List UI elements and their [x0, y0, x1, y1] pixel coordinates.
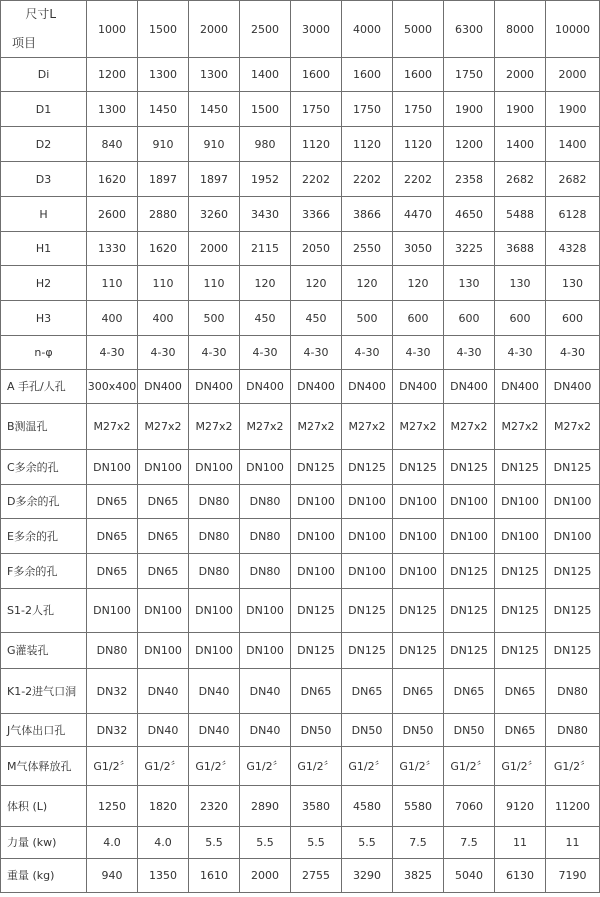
spec-value-cell: DN100 [546, 519, 600, 554]
row-label: K1-2进气口洞 [1, 669, 87, 714]
spec-value-cell: 7190 [546, 859, 600, 893]
spec-value-cell: 3225 [444, 232, 495, 266]
spec-value-cell: DN125 [546, 633, 600, 669]
spec-value-cell: 1200 [444, 127, 495, 162]
spec-value-cell: 1897 [138, 162, 189, 197]
spec-value-cell: G1/2〞 [87, 747, 138, 786]
spec-value-cell: 400 [138, 301, 189, 336]
corner-item-label: 项目 [12, 36, 37, 50]
spec-value-cell: 1200 [87, 58, 138, 92]
spec-value-cell: 5.5 [189, 827, 240, 859]
spec-value-cell: DN80 [87, 633, 138, 669]
spec-value-cell: 2202 [291, 162, 342, 197]
spec-value-cell: 2000 [546, 58, 600, 92]
spec-value-cell: DN65 [87, 485, 138, 519]
row-label: H3 [1, 301, 87, 336]
spec-value-cell: 3688 [495, 232, 546, 266]
spec-value-cell: 2115 [240, 232, 291, 266]
size-header: 8000 [495, 1, 546, 58]
spec-value-cell: 11 [546, 827, 600, 859]
spec-value-cell: DN65 [138, 485, 189, 519]
spec-value-cell: DN100 [342, 519, 393, 554]
spec-value-cell: DN100 [393, 519, 444, 554]
spec-value-cell: DN100 [138, 589, 189, 633]
row-label: 体积 (L) [1, 786, 87, 827]
spec-row [1, 519, 600, 554]
spec-value-cell: M27x2 [546, 404, 600, 450]
spec-value-cell: DN80 [189, 485, 240, 519]
spec-value-cell: DN400 [444, 370, 495, 404]
spec-value-cell: 5580 [393, 786, 444, 827]
spec-value-cell: DN65 [87, 519, 138, 554]
spec-row [1, 859, 600, 893]
spec-value-cell: 130 [444, 266, 495, 301]
row-label: M气体释放孔 [1, 747, 87, 786]
spec-value-cell: 1300 [87, 92, 138, 127]
row-label: H [1, 197, 87, 232]
row-label: C多余的孔 [1, 450, 87, 485]
spec-value-cell: 2202 [342, 162, 393, 197]
spec-value-cell: DN40 [138, 669, 189, 714]
spec-value-cell: 3866 [342, 197, 393, 232]
spec-row [1, 232, 600, 266]
spec-value-cell: DN100 [87, 450, 138, 485]
spec-value-cell: DN125 [291, 450, 342, 485]
spec-row [1, 485, 600, 519]
spec-value-cell: 4-30 [87, 336, 138, 370]
size-header: 2500 [240, 1, 291, 58]
spec-value-cell: 600 [546, 301, 600, 336]
spec-value-cell: 1900 [444, 92, 495, 127]
spec-row [1, 747, 600, 786]
size-header: 6300 [444, 1, 495, 58]
row-label: S1-2人孔 [1, 589, 87, 633]
spec-value-cell: DN125 [495, 589, 546, 633]
spec-value-cell: 6128 [546, 197, 600, 232]
spec-value-cell: M27x2 [240, 404, 291, 450]
spec-value-cell: 1350 [138, 859, 189, 893]
spec-value-cell: DN125 [342, 589, 393, 633]
spec-value-cell: 1610 [189, 859, 240, 893]
spec-value-cell: DN32 [87, 669, 138, 714]
spec-value-cell: 4470 [393, 197, 444, 232]
spec-value-cell: DN100 [138, 633, 189, 669]
spec-value-cell: DN65 [393, 669, 444, 714]
spec-value-cell: 2682 [495, 162, 546, 197]
spec-value-cell: DN100 [495, 485, 546, 519]
spec-value-cell: DN50 [291, 714, 342, 747]
row-label: 力量 (kw) [1, 827, 87, 859]
spec-value-cell: DN125 [495, 554, 546, 589]
spec-value-cell: 1620 [138, 232, 189, 266]
spec-value-cell: 2320 [189, 786, 240, 827]
spec-value-cell: DN65 [342, 669, 393, 714]
spec-value-cell: DN100 [138, 450, 189, 485]
spec-value-cell: 500 [342, 301, 393, 336]
spec-value-cell: 7.5 [393, 827, 444, 859]
spec-value-cell: 3366 [291, 197, 342, 232]
spec-value-cell: 2000 [495, 58, 546, 92]
spec-value-cell: 4-30 [444, 336, 495, 370]
spec-value-cell: 11200 [546, 786, 600, 827]
spec-value-cell: DN40 [189, 669, 240, 714]
spec-value-cell: M27x2 [444, 404, 495, 450]
spec-value-cell: DN100 [291, 485, 342, 519]
spec-row [1, 404, 600, 450]
spec-value-cell: DN65 [444, 669, 495, 714]
spec-value-cell: DN100 [291, 554, 342, 589]
row-label: H2 [1, 266, 87, 301]
spec-row [1, 162, 600, 197]
spec-value-cell: 120 [393, 266, 444, 301]
spec-value-cell: DN400 [495, 370, 546, 404]
spec-value-cell: DN50 [444, 714, 495, 747]
spec-value-cell: 1250 [87, 786, 138, 827]
spec-value-cell: 1820 [138, 786, 189, 827]
spec-value-cell: 1120 [291, 127, 342, 162]
spec-value-cell: 2000 [240, 859, 291, 893]
spec-value-cell: 7060 [444, 786, 495, 827]
spec-value-cell: M27x2 [291, 404, 342, 450]
size-header: 2000 [189, 1, 240, 58]
spec-value-cell: 400 [87, 301, 138, 336]
spec-value-cell: 2050 [291, 232, 342, 266]
spec-value-cell: DN125 [495, 633, 546, 669]
spec-value-cell: DN400 [291, 370, 342, 404]
spec-value-cell: G1/2〞 [495, 747, 546, 786]
spec-value-cell: 4.0 [87, 827, 138, 859]
spec-value-cell: M27x2 [342, 404, 393, 450]
spec-value-cell: DN100 [291, 519, 342, 554]
row-label: Di [1, 58, 87, 92]
spec-value-cell: DN125 [444, 450, 495, 485]
spec-value-cell: DN100 [240, 589, 291, 633]
spec-value-cell: G1/2〞 [138, 747, 189, 786]
spec-value-cell: DN40 [240, 714, 291, 747]
spec-value-cell: 130 [495, 266, 546, 301]
spec-value-cell: DN65 [291, 669, 342, 714]
spec-row [1, 633, 600, 669]
spec-value-cell: 1400 [495, 127, 546, 162]
spec-value-cell: 4-30 [342, 336, 393, 370]
spec-value-cell: 5040 [444, 859, 495, 893]
spec-value-cell: DN100 [189, 450, 240, 485]
spec-value-cell: DN100 [495, 519, 546, 554]
spec-value-cell: DN65 [138, 554, 189, 589]
spec-value-cell: DN80 [240, 554, 291, 589]
corner-size-label: 尺寸L [25, 7, 56, 21]
spec-value-cell: 2600 [87, 197, 138, 232]
spec-value-cell: 1450 [189, 92, 240, 127]
spec-row [1, 197, 600, 232]
spec-value-cell: 4-30 [240, 336, 291, 370]
spec-value-cell: 4580 [342, 786, 393, 827]
spec-value-cell: DN400 [546, 370, 600, 404]
spec-value-cell: DN400 [342, 370, 393, 404]
spec-value-cell: 110 [189, 266, 240, 301]
spec-value-cell: DN100 [342, 485, 393, 519]
spec-value-cell: 2358 [444, 162, 495, 197]
spec-value-cell: DN100 [87, 589, 138, 633]
spec-value-cell: DN125 [444, 633, 495, 669]
size-header: 1000 [87, 1, 138, 58]
spec-value-cell: 4-30 [546, 336, 600, 370]
spec-value-cell: 3260 [189, 197, 240, 232]
spec-value-cell: 1900 [495, 92, 546, 127]
spec-value-cell: M27x2 [495, 404, 546, 450]
spec-value-cell: 1120 [342, 127, 393, 162]
size-header: 4000 [342, 1, 393, 58]
spec-value-cell: DN125 [342, 450, 393, 485]
spec-value-cell: 3580 [291, 786, 342, 827]
spec-value-cell: 2682 [546, 162, 600, 197]
spec-value-cell: 1600 [342, 58, 393, 92]
spec-value-cell: 300x400 [87, 370, 138, 404]
spec-value-cell: DN100 [240, 450, 291, 485]
spec-value-cell: 7.5 [444, 827, 495, 859]
spec-value-cell: DN125 [342, 633, 393, 669]
row-label: D2 [1, 127, 87, 162]
spec-value-cell: DN125 [393, 450, 444, 485]
spec-value-cell: 1330 [87, 232, 138, 266]
spec-value-cell: DN80 [546, 714, 600, 747]
spec-value-cell: 110 [87, 266, 138, 301]
size-header: 5000 [393, 1, 444, 58]
spec-row [1, 266, 600, 301]
spec-value-cell: DN100 [342, 554, 393, 589]
spec-row [1, 336, 600, 370]
spec-value-cell: DN80 [240, 519, 291, 554]
spec-value-cell: 120 [240, 266, 291, 301]
spec-value-cell: 4-30 [138, 336, 189, 370]
spec-value-cell: 1600 [393, 58, 444, 92]
spec-value-cell: G1/2〞 [546, 747, 600, 786]
row-label: n-φ [1, 336, 87, 370]
spec-value-cell: DN100 [393, 485, 444, 519]
spec-value-cell: 120 [342, 266, 393, 301]
spec-value-cell: M27x2 [87, 404, 138, 450]
row-label: E多余的孔 [1, 519, 87, 554]
spec-value-cell: G1/2〞 [393, 747, 444, 786]
spec-value-cell: DN125 [546, 450, 600, 485]
spec-value-cell: 1750 [444, 58, 495, 92]
spec-value-cell: DN100 [189, 589, 240, 633]
spec-value-cell: 1750 [342, 92, 393, 127]
spec-value-cell: 5.5 [240, 827, 291, 859]
spec-value-cell: DN65 [138, 519, 189, 554]
row-label: A 手孔/人孔 [1, 370, 87, 404]
spec-value-cell: DN100 [189, 633, 240, 669]
spec-value-cell: 1120 [393, 127, 444, 162]
spec-value-cell: 4650 [444, 197, 495, 232]
spec-value-cell: 910 [138, 127, 189, 162]
spec-value-cell: 1897 [189, 162, 240, 197]
spec-value-cell: 1400 [240, 58, 291, 92]
spec-value-cell: 1952 [240, 162, 291, 197]
spec-value-cell: 11 [495, 827, 546, 859]
spec-value-cell: M27x2 [138, 404, 189, 450]
spec-value-cell: 840 [87, 127, 138, 162]
row-label: B测温孔 [1, 404, 87, 450]
spec-value-cell: 4.0 [138, 827, 189, 859]
row-label: D1 [1, 92, 87, 127]
row-label: J气体出口孔 [1, 714, 87, 747]
spec-value-cell: G1/2〞 [291, 747, 342, 786]
spec-value-cell: 2755 [291, 859, 342, 893]
spec-value-cell: 600 [393, 301, 444, 336]
spec-value-cell: DN400 [189, 370, 240, 404]
spec-value-cell: 5.5 [342, 827, 393, 859]
size-header: 10000 [546, 1, 600, 58]
spec-value-cell: 5488 [495, 197, 546, 232]
spec-value-cell: DN65 [87, 554, 138, 589]
spec-value-cell: 450 [240, 301, 291, 336]
spec-row [1, 301, 600, 336]
spec-value-cell: G1/2〞 [189, 747, 240, 786]
spec-value-cell: 450 [291, 301, 342, 336]
spec-value-cell: 2000 [189, 232, 240, 266]
spec-value-cell: 1600 [291, 58, 342, 92]
spec-value-cell: DN80 [240, 485, 291, 519]
spec-row [1, 589, 600, 633]
spec-value-cell: 4-30 [393, 336, 444, 370]
spec-value-cell: 120 [291, 266, 342, 301]
spec-value-cell: 500 [189, 301, 240, 336]
spec-value-cell: DN125 [546, 589, 600, 633]
spec-value-cell: DN100 [546, 485, 600, 519]
spec-value-cell: DN100 [240, 633, 291, 669]
spec-value-cell: 4328 [546, 232, 600, 266]
spec-value-cell: DN100 [444, 485, 495, 519]
spec-value-cell: G1/2〞 [342, 747, 393, 786]
corner-header-cell [1, 1, 87, 58]
row-label: D多余的孔 [1, 485, 87, 519]
spec-value-cell: M27x2 [393, 404, 444, 450]
spec-row [1, 714, 600, 747]
spec-value-cell: DN125 [495, 450, 546, 485]
size-header: 1500 [138, 1, 189, 58]
spec-value-cell: 3825 [393, 859, 444, 893]
spec-value-cell: 940 [87, 859, 138, 893]
spec-value-cell: DN80 [189, 554, 240, 589]
spec-value-cell: DN40 [138, 714, 189, 747]
row-label: 重量 (kg) [1, 859, 87, 893]
spec-value-cell: 1450 [138, 92, 189, 127]
spec-value-cell: 1300 [138, 58, 189, 92]
spec-value-cell: DN40 [240, 669, 291, 714]
spec-row [1, 58, 600, 92]
spec-value-cell: 9120 [495, 786, 546, 827]
spec-row [1, 370, 600, 404]
spec-row [1, 92, 600, 127]
spec-value-cell: 2880 [138, 197, 189, 232]
spec-value-cell: 910 [189, 127, 240, 162]
spec-value-cell: 130 [546, 266, 600, 301]
spec-value-cell: 3430 [240, 197, 291, 232]
spec-value-cell: 2890 [240, 786, 291, 827]
spec-value-cell: DN400 [138, 370, 189, 404]
spec-value-cell: 1750 [393, 92, 444, 127]
spec-value-cell: 980 [240, 127, 291, 162]
spec-value-cell: 600 [444, 301, 495, 336]
spec-value-cell: DN125 [444, 554, 495, 589]
spec-value-cell: 4-30 [189, 336, 240, 370]
spec-row [1, 669, 600, 714]
spec-value-cell: DN50 [342, 714, 393, 747]
row-label: H1 [1, 232, 87, 266]
spec-value-cell: DN100 [444, 519, 495, 554]
spec-value-cell: 1750 [291, 92, 342, 127]
spec-value-cell: 1620 [87, 162, 138, 197]
spec-value-cell: 1900 [546, 92, 600, 127]
spec-value-cell: 5.5 [291, 827, 342, 859]
row-label: D3 [1, 162, 87, 197]
spec-value-cell: 1400 [546, 127, 600, 162]
spec-value-cell: 6130 [495, 859, 546, 893]
spec-value-cell: DN32 [87, 714, 138, 747]
spec-value-cell: 600 [495, 301, 546, 336]
spec-value-cell: DN125 [444, 589, 495, 633]
spec-value-cell: 1300 [189, 58, 240, 92]
spec-value-cell: DN80 [546, 669, 600, 714]
spec-value-cell: DN125 [546, 554, 600, 589]
spec-value-cell: M27x2 [189, 404, 240, 450]
spec-value-cell: DN400 [240, 370, 291, 404]
spec-value-cell: DN65 [495, 714, 546, 747]
spec-value-cell: DN125 [393, 589, 444, 633]
spec-value-cell: 110 [138, 266, 189, 301]
spec-value-cell: G1/2〞 [444, 747, 495, 786]
spec-value-cell: DN65 [495, 669, 546, 714]
spec-value-cell: DN125 [291, 589, 342, 633]
row-label: F多余的孔 [1, 554, 87, 589]
spec-row [1, 450, 600, 485]
spec-value-cell: 1500 [240, 92, 291, 127]
spec-value-cell: 3290 [342, 859, 393, 893]
header-row [1, 1, 600, 58]
row-label: G灌装孔 [1, 633, 87, 669]
spec-value-cell: DN40 [189, 714, 240, 747]
spec-value-cell: DN100 [393, 554, 444, 589]
size-header: 3000 [291, 1, 342, 58]
spec-value-cell: 4-30 [495, 336, 546, 370]
spec-value-cell: DN50 [393, 714, 444, 747]
spec-row [1, 786, 600, 827]
spec-row [1, 827, 600, 859]
spec-value-cell: DN400 [393, 370, 444, 404]
spec-value-cell: 2202 [393, 162, 444, 197]
spec-row [1, 127, 600, 162]
spec-value-cell: 4-30 [291, 336, 342, 370]
spec-value-cell: DN80 [189, 519, 240, 554]
spec-value-cell: 3050 [393, 232, 444, 266]
spec-value-cell: DN125 [291, 633, 342, 669]
spec-value-cell: 2550 [342, 232, 393, 266]
spec-row [1, 554, 600, 589]
spec-value-cell: DN125 [393, 633, 444, 669]
spec-value-cell: G1/2〞 [240, 747, 291, 786]
